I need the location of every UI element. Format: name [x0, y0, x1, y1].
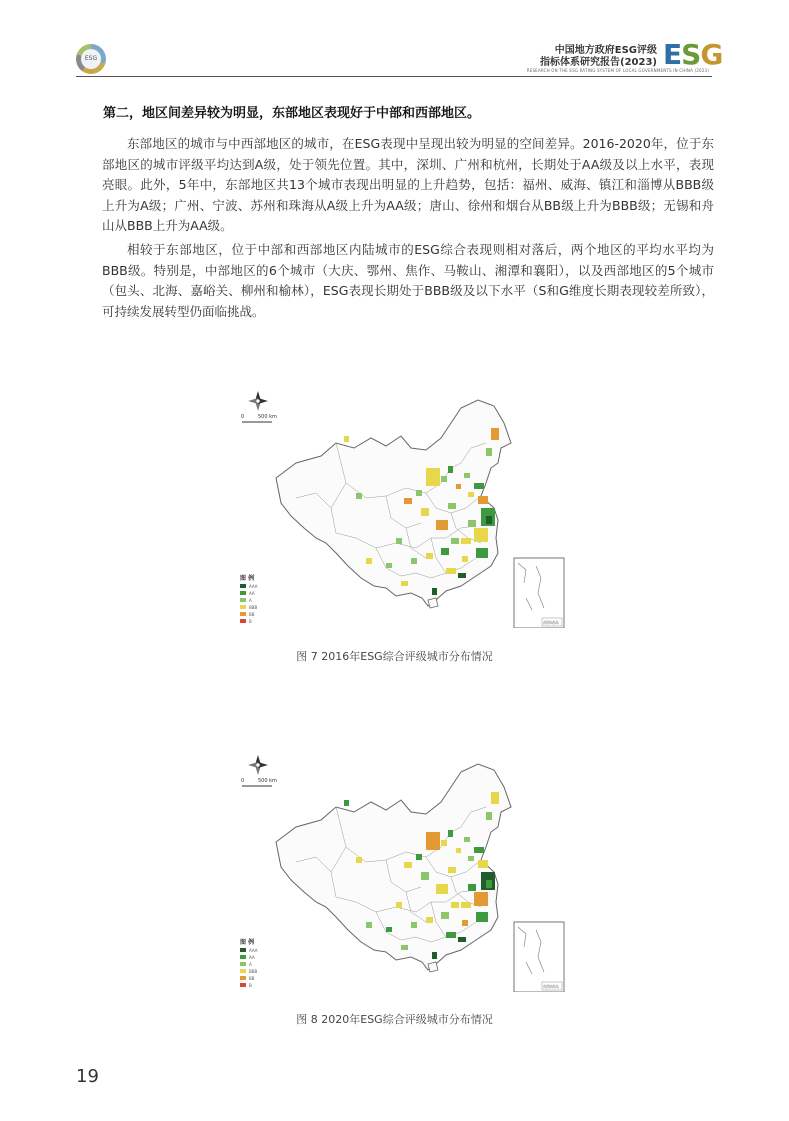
- south-china-sea-inset: [514, 922, 564, 992]
- header-subtitle: RESEARCH ON THE ESG RATING SYSTEM OF LOCAL GOVERNMENTS IN CHINA (2023): [526, 68, 709, 73]
- header-divider: [76, 76, 712, 77]
- paragraph-east-region: 东部地区的城市与中西部地区的城市，在ESG表现中呈现出较为明显的空间差异。2016-2020年，位于东部地区的城市评级平均达到A级，处于领先位置。其中，深圳、广州和杭州，长期处于AA级及以上水平，表现亮眼。此外，5年中，东部地区共13个城市表现出明显的上升趋势，包括：福州、威海、镇江和淄博从BBB级上升为A级；广州、宁波、苏州和珠海从A级上升为AA级；唐山、徐州和烟台从BB级上升为BBB级；无锡和舟山从BBB上升为AA级。: [102, 136, 714, 233]
- map-2020: [236, 752, 566, 992]
- map-2016: [236, 388, 566, 628]
- page-number: 19: [76, 1066, 99, 1087]
- legend-item: AA: [249, 591, 255, 596]
- legend-item: BB: [249, 976, 255, 981]
- scale-zero: 0: [241, 414, 245, 420]
- legend-title: 图 例: [240, 575, 255, 582]
- legend-item: A: [249, 962, 252, 967]
- legend-item: AAA: [249, 584, 258, 589]
- legend-item: B: [249, 983, 252, 988]
- china-outline: [276, 764, 511, 970]
- china-map-2016-figure: [236, 388, 566, 628]
- legend-item: A: [249, 598, 252, 603]
- scale-label: 500 km: [258, 414, 277, 420]
- south-china-sea-inset: [514, 558, 564, 628]
- legend-item: B: [249, 619, 252, 624]
- header-title: [540, 45, 657, 69]
- brand-letter-s: S: [681, 38, 701, 71]
- map-legend: [240, 938, 258, 988]
- header-title-line1: 中国地方政府ESG评级: [554, 45, 657, 56]
- legend-item: AA: [249, 955, 255, 960]
- page-header: [0, 0, 789, 80]
- paragraph-central-west-region: 相较于东部地区，位于中部和西部地区内陆城市的ESG综合表现则相对落后，两个地区的平均水平均为BBB级。特别是，中部地区的6个城市（大庆、鄂州、焦作、马鞍山、湘潭和襄阳），以及西部地区的5个城市（包头、北海、嘉峪关、柳州和榆林），ESG表现长期处于BBB级及以下水平（S和G维度长期表现较差所致），可持续发展转型仍面临挑战。: [102, 242, 714, 319]
- china-map-2020-figure: [236, 752, 566, 992]
- legend-item: AAA: [249, 948, 258, 953]
- legend-item: BBB: [249, 605, 258, 610]
- map-legend: [240, 574, 258, 624]
- legend-item: BB: [249, 612, 255, 617]
- report-logo-icon: [76, 44, 106, 74]
- brand-letter-e: E: [663, 38, 682, 71]
- header-title-line2: 指标体系研究报告(2023): [540, 57, 657, 68]
- inset-label: 南海诸岛: [543, 984, 559, 989]
- scale-zero: 0: [241, 778, 245, 784]
- esg-brand-mark: [663, 38, 722, 71]
- section-title: 第二，地区间差异较为明显，东部地区表现好于中部和西部地区。: [103, 106, 481, 121]
- figure-8-caption: 图 8 2020年ESG综合评级城市分布情况: [296, 1013, 493, 1026]
- logo-text: ESG: [81, 49, 101, 69]
- north-arrow-icon: [248, 391, 268, 411]
- legend-title: 图 例: [240, 939, 255, 946]
- figure-7-caption: 图 7 2016年ESG综合评级城市分布情况: [296, 650, 493, 663]
- inset-label: 南海诸岛: [543, 620, 559, 625]
- scale-label: 500 km: [258, 778, 277, 784]
- legend-item: BBB: [249, 969, 258, 974]
- brand-letter-g: G: [700, 38, 723, 71]
- china-outline: [276, 400, 511, 606]
- north-arrow-icon: [248, 755, 268, 775]
